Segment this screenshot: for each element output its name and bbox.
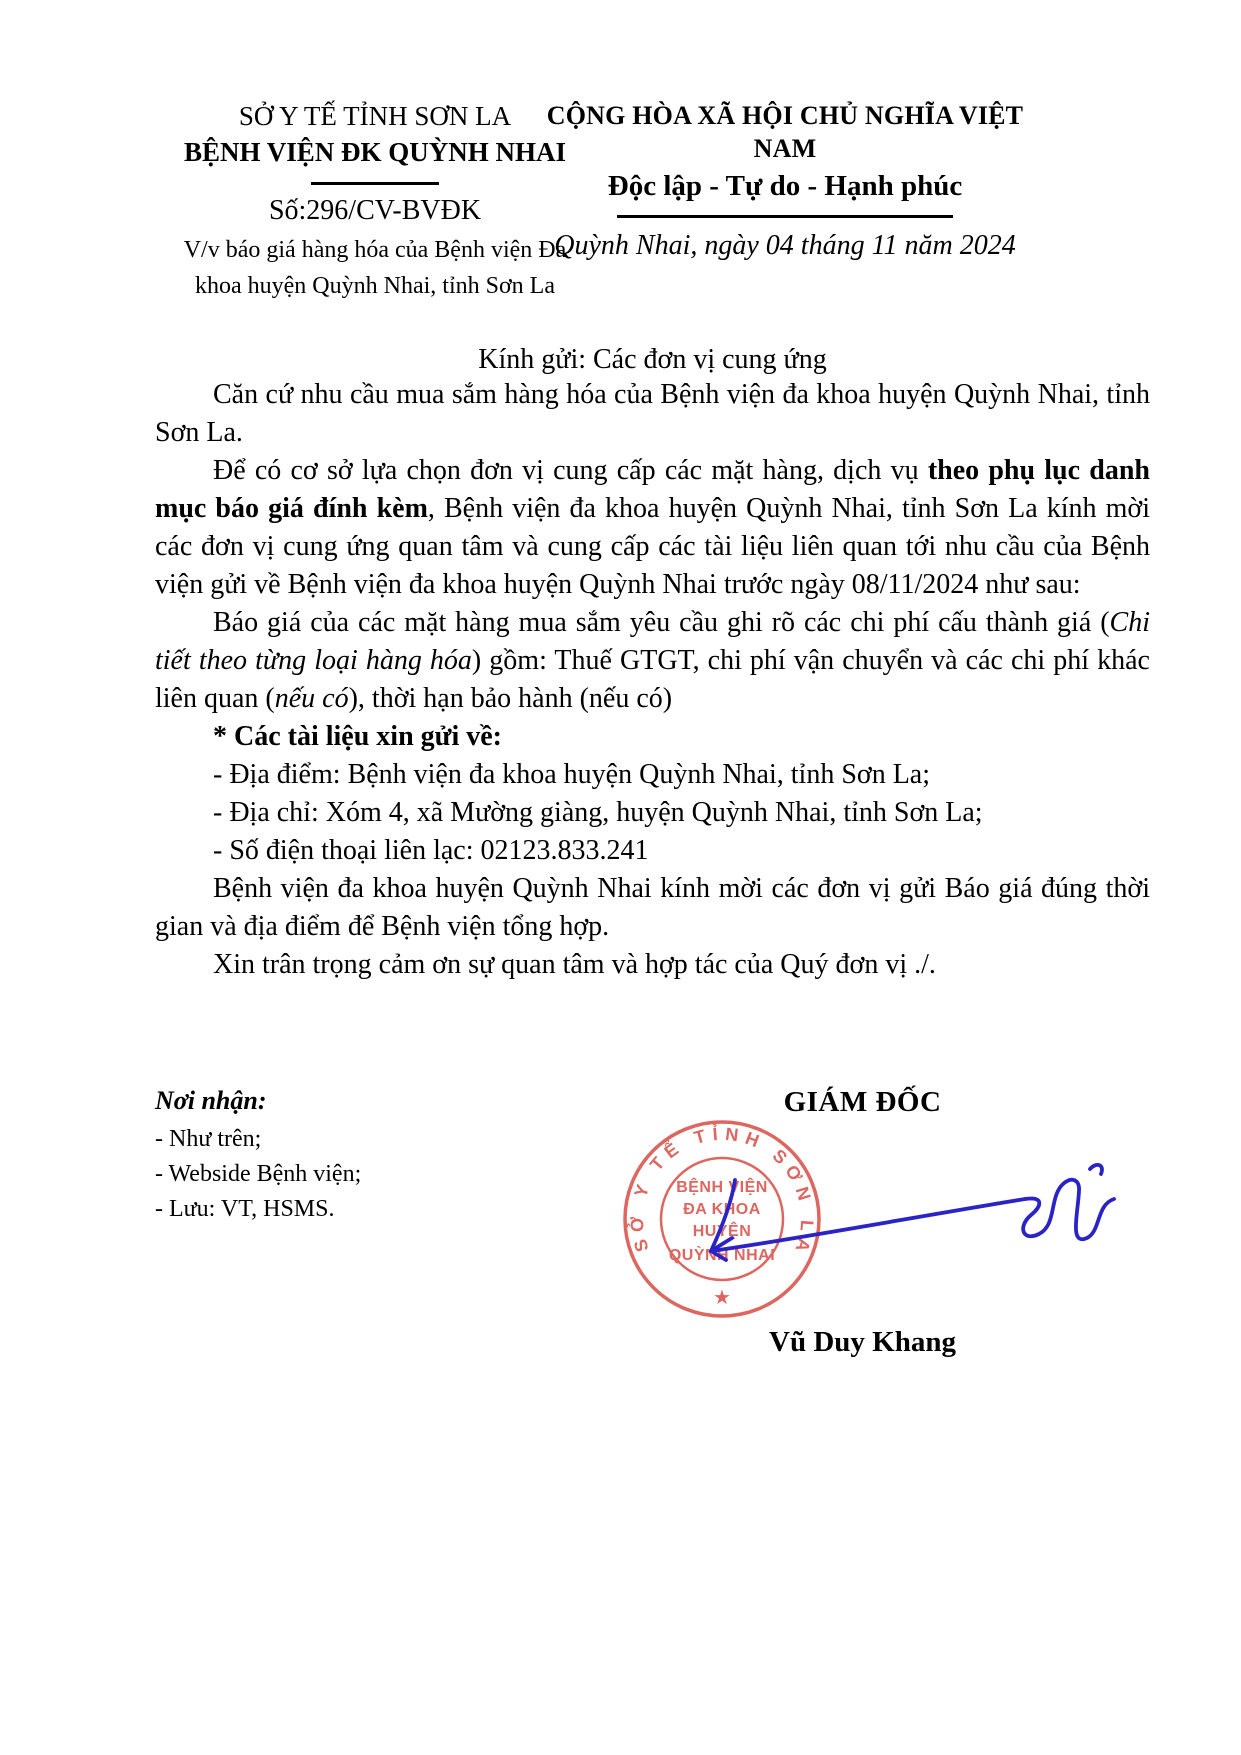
recipient-item: - Lưu: VT, HSMS. bbox=[155, 1196, 335, 1222]
paragraph: Báo giá của các mặt hàng mua sắm yêu cầu ghi rõ các chi phí cấu thành giá (Chi tiết theo từng loại hàng hóa) gồm: Thuế GTGT, chi phí vận chuyển và các chi phí khác liên quan (nếu có), thời hạn bảo hành (nếu có) bbox=[155, 607, 1150, 714]
paragraph: Để có cơ sở lựa chọn đơn vị cung cấp các mặt hàng, dịch vụ theo phụ lục danh mục báo giá đính kèm, Bệnh viện đa khoa huyện Quỳnh Nhai, tỉnh Sơn La kính mời các đơn vị cung ứng quan tâm và cung cấp các tài liệu liên quan tới nhu cầu của Bệnh viện gửi về Bệnh viện đa khoa huyện Quỳnh Nhai trước ngày 08/11/2024 như sau: bbox=[155, 455, 1150, 600]
recipients-label: Nơi nhận: bbox=[155, 1086, 267, 1115]
national-motto: Độc lập - Tự do - Hạnh phúc bbox=[607, 170, 963, 202]
document-number: Số:296/CV-BVĐK bbox=[268, 194, 482, 226]
national-title: CỘNG HÒA XÃ HỘI CHỦ NGHĨA VIỆT NAM bbox=[546, 101, 1024, 163]
signature-ink bbox=[635, 1145, 1135, 1315]
stamp-center-line: BỆNH VIỆN bbox=[676, 1179, 768, 1196]
phone-line: - Số điện thoại liên lạc: 02123.833.241 bbox=[213, 835, 649, 866]
stamp-center-line: HUYỆN bbox=[692, 1223, 752, 1240]
recipients-list bbox=[155, 1122, 575, 1227]
signature-long-stroke bbox=[711, 1199, 1025, 1251]
signer-title: GIÁM ĐỐC bbox=[783, 1086, 942, 1118]
motto-divider-line bbox=[617, 215, 953, 218]
stamp-center-line: ĐA KHOA bbox=[683, 1201, 761, 1218]
letterhead-issuer bbox=[160, 100, 590, 304]
address-place-line: - Địa điểm: Bệnh viện đa khoa huyện Quỳnh Nhai, tỉnh Sơn La; bbox=[213, 759, 931, 790]
recipient-item: - Webside Bệnh viện; bbox=[155, 1161, 362, 1187]
issuer-parent-agency: SỞ Y TẾ TỈNH SƠN LA bbox=[238, 101, 512, 131]
letter-body bbox=[155, 376, 1150, 984]
stamp-ring-text: SỞ Y TẾ TỈNH SƠN LA bbox=[626, 1123, 818, 1255]
salutation-line: Kính gửi: Các đơn vị cung ứng bbox=[478, 344, 827, 375]
signer-name: Vũ Duy Khang bbox=[769, 1326, 956, 1358]
recipients-block bbox=[155, 1086, 575, 1227]
issuer-divider-line bbox=[311, 182, 439, 185]
document-subject: V/v báo giá hàng hóa của Bệnh viện Đa khoa huyện Quỳnh Nhai, tỉnh Sơn La bbox=[183, 236, 567, 299]
stamp-star-icon: ★ bbox=[713, 1287, 731, 1309]
stamp-center-line: QUỲNH NHAI bbox=[668, 1247, 776, 1264]
letterhead-national bbox=[545, 100, 1025, 263]
place-date-line: Quỳnh Nhai, ngày 04 tháng 11 năm 2024 bbox=[554, 230, 1016, 262]
address-line: - Địa chỉ: Xóm 4, xã Mường giàng, huyện Quỳnh Nhai, tỉnh Sơn La; bbox=[213, 797, 983, 828]
signature-flourish bbox=[1023, 1180, 1114, 1239]
closing-line: Xin trân trọng cảm ơn sự quan tâm và hợp tác của Quý đơn vị ./. bbox=[213, 949, 936, 980]
paragraph: Bệnh viện đa khoa huyện Quỳnh Nhai kính mời các đơn vị gửi Báo giá đúng thời gian và địa điểm để Bệnh viện tổng hợp. bbox=[155, 873, 1150, 942]
issuer-name: BỆNH VIỆN ĐK QUỲNH NHAI bbox=[183, 136, 567, 167]
signature-accent bbox=[1090, 1165, 1102, 1174]
documents-send-to-heading: * Các tài liệu xin gửi về: bbox=[213, 721, 502, 752]
paragraph: Căn cứ nhu cầu mua sắm hàng hóa của Bệnh viện đa khoa huyện Quỳnh Nhai, tỉnh Sơn La. bbox=[155, 379, 1150, 448]
recipient-item: - Như trên; bbox=[155, 1126, 262, 1152]
